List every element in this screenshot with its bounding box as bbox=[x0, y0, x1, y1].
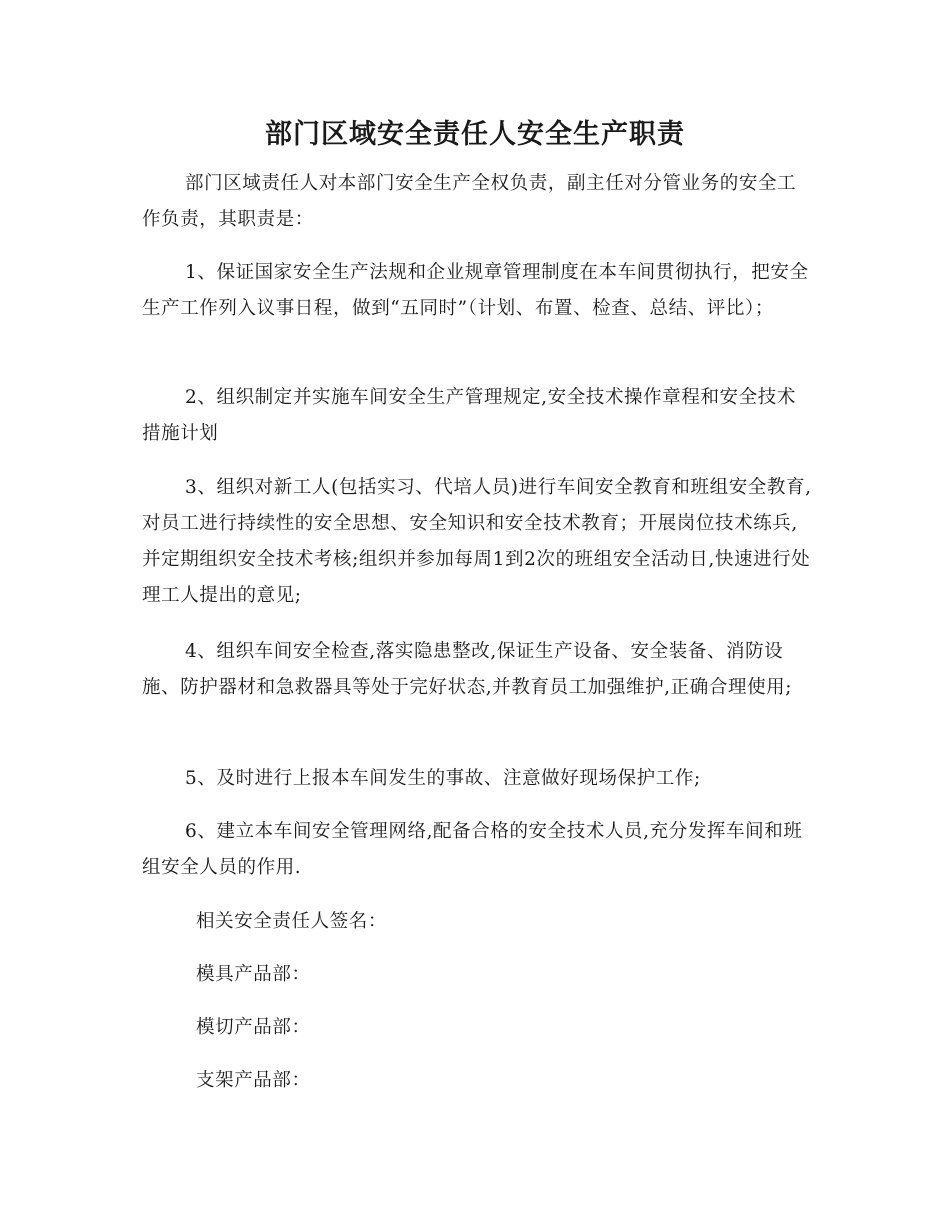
duty-item-6: 6、建立本车间安全管理网络,配备合格的安全技术人员,充分发挥车间和班组安全人员的作用. bbox=[142, 821, 803, 878]
signature-line-die-cut-products: 模切产品部： bbox=[196, 1017, 311, 1038]
signature-line-bracket-products: 支架产品部： bbox=[196, 1070, 311, 1091]
duty-item-3: 3、组织对新工人(包括实习、代培人员)进行车间安全教育和班组安全教育,对员工进行持续性的安全思想、安全知识和安全技术教育；开展岗位技术练兵,并定期组织安全技术考核;组织并参加每周1到2次的班组安全活动日,快速进行处理工人提出的意见; bbox=[142, 477, 812, 606]
duty-item-4: 4、组织车间安全检查,落实隐患整改,保证生产设备、安全装备、消防设施、防护器材和急救器具等处于完好状态,并教育员工加强维护,正确合理使用; bbox=[142, 641, 793, 698]
duty-item-2: 2、组织制定并实施车间安全生产管理规定,安全技术操作章程和安全技术措施计划 bbox=[142, 387, 796, 444]
intro-paragraph: 部门区域责任人对本部门安全生产全权负责，副主任对分管业务的安全工作负责，其职责是： bbox=[142, 173, 797, 230]
duty-item-5: 5、及时进行上报本车间发生的事故、注意做好现场保护工作; bbox=[185, 768, 701, 789]
duty-item-1: 1、保证国家安全生产法规和企业规章管理制度在本车间贯彻执行，把安全生产工作列入议事日程，做到“五同时”（计划、布置、检查、总结、评比）； bbox=[142, 262, 809, 319]
signature-line-mold-products: 模具产品部： bbox=[196, 964, 311, 985]
document-title: 部门区域安全责任人安全生产职责 bbox=[265, 119, 685, 150]
signature-heading: 相关安全责任人签名： bbox=[196, 911, 388, 932]
